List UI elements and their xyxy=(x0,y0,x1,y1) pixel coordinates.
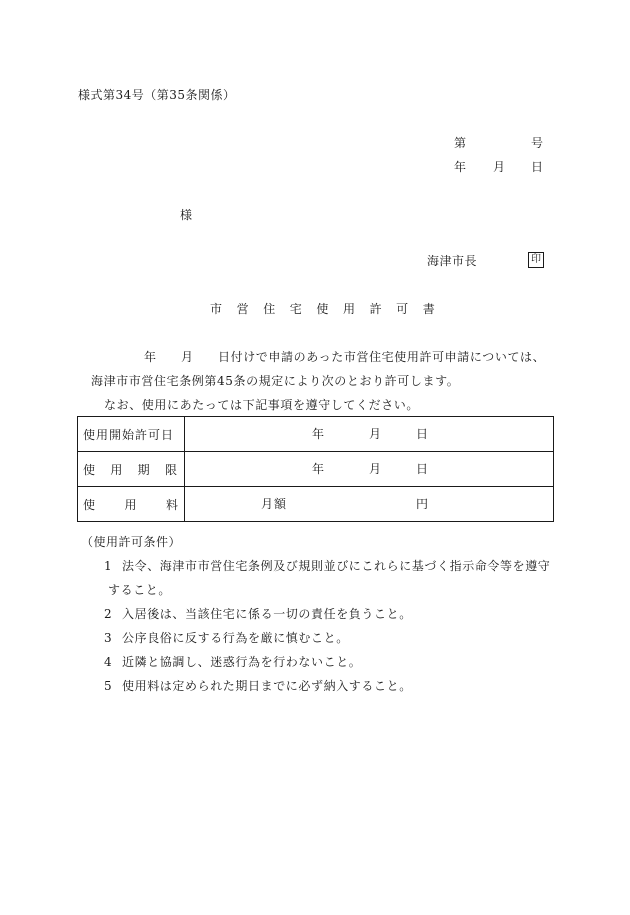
label-start-date: 使用開始許可日 xyxy=(78,417,185,452)
label-fee xyxy=(78,487,185,522)
condition-number: 1 xyxy=(104,559,112,573)
label-char: 使 xyxy=(83,497,96,512)
body-date-year: 年 xyxy=(144,350,157,364)
condition-text: 法令、海津市市営住宅条例及び規則並びにこれらに基づく指示命令等を遵守 xyxy=(122,559,551,573)
table-row-fee xyxy=(78,487,554,522)
recipient-suffix: 様 xyxy=(180,208,193,222)
title-char: 市 xyxy=(210,302,223,316)
condition-text: 使用料は定められた期日までに必ず納入すること。 xyxy=(122,679,412,693)
document-title xyxy=(210,302,435,316)
label-char: 使 xyxy=(83,462,96,477)
value-fee: 月額 円 xyxy=(185,487,554,522)
issuer-name: 海津市長 xyxy=(427,254,478,268)
condition-number: 5 xyxy=(104,679,112,693)
condition-text: 入居後は、当該住宅に係る一切の責任を負うこと。 xyxy=(122,607,412,621)
title-char: 使 xyxy=(316,302,329,316)
label-char: 用 xyxy=(110,462,123,477)
conditions-heading: （使用許可条件） xyxy=(81,535,182,549)
issue-date-year: 年 xyxy=(454,160,467,174)
condition-number: 4 xyxy=(104,655,112,669)
label-char: 料 xyxy=(165,497,178,512)
label-char: 期 xyxy=(137,462,150,477)
issue-date-day: 日 xyxy=(531,160,544,174)
table-row-period xyxy=(78,452,554,487)
body-line-1: 日付けで申請のあった市営住宅使用許可申請については、 xyxy=(218,350,546,364)
body-line-3: なお、使用にあたっては下記事項を遵守してください。 xyxy=(104,398,420,412)
label-char: 用 xyxy=(124,497,137,512)
label-period xyxy=(78,452,185,487)
doc-number-prefix: 第 xyxy=(454,136,467,150)
title-char: 住 xyxy=(263,302,276,316)
value-start-date: 年 月 日 xyxy=(185,417,554,452)
title-char: 書 xyxy=(422,302,435,316)
condition-number: 3 xyxy=(104,631,112,645)
value-period: 年 月 日 xyxy=(185,452,554,487)
form-number: 様式第34号（第35条関係） xyxy=(78,88,236,102)
title-char: 許 xyxy=(369,302,382,316)
title-char: 用 xyxy=(342,302,355,316)
body-line-2: 海津市市営住宅条例第45条の規定により次のとおり許可します。 xyxy=(91,374,460,388)
seal-mark: 印 xyxy=(528,252,544,268)
title-char: 可 xyxy=(396,302,409,316)
body-date-month: 月 xyxy=(181,350,194,364)
doc-number-suffix: 号 xyxy=(531,136,544,150)
condition-text: 公序良俗に反する行為を厳に慎むこと。 xyxy=(122,631,349,645)
condition-text: 近隣と協調し、迷惑行為を行わないこと。 xyxy=(122,655,362,669)
label-char: 限 xyxy=(164,462,177,477)
table-row-start-date xyxy=(78,417,554,452)
title-char: 宅 xyxy=(289,302,302,316)
permit-terms-table xyxy=(77,416,554,522)
condition-text: すること。 xyxy=(108,583,172,597)
condition-number: 2 xyxy=(104,607,112,621)
title-char: 営 xyxy=(236,302,249,316)
issue-date-month: 月 xyxy=(493,160,506,174)
